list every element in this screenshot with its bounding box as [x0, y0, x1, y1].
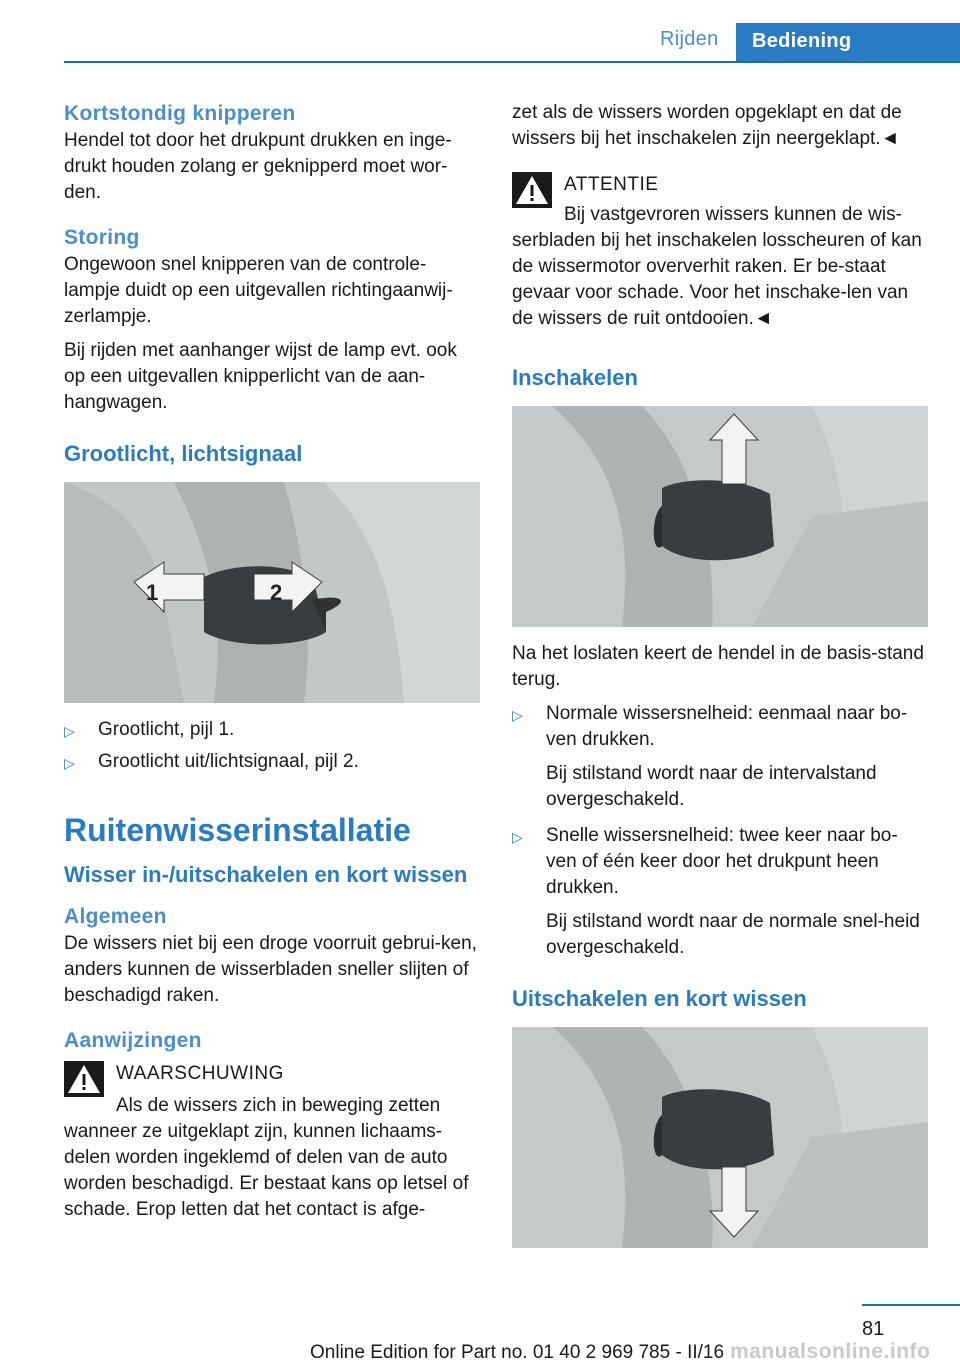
list-item: ▷ Snelle wissersnelheid: twee keer naar bo-ven of één keer door het drukpunt heen drukken. Bij stilstand wordt naar de normale snel-heid overgeschakeld. — [512, 825, 920, 958]
warning-continuation: zet als de wissers worden opgeklapt en dat de wissers bij het inschakelen zijn neergeklapt.◄ — [512, 102, 902, 149]
list-item: ▷ Normale wissersnelheid: eenmaal naar bo-ven drukken. Bij stilstand wordt naar de intervalstand overgeschakeld. — [512, 703, 908, 810]
triangle-bullet-icon: ▷ — [64, 723, 75, 739]
storing-text-1: Ongewoon snel knipperen van de controle-lampje duidt op een uitgevallen richtingaanwij-zerlampje. — [64, 254, 453, 327]
uitschakelen-image — [512, 1027, 928, 1248]
page-footer — [0, 1304, 960, 1362]
storing-text-2: Bij rijden met aanhanger wijst de lamp evt. ook op een uitgevallen knipperlicht van de aan-hangwagen. — [64, 340, 457, 413]
warning-text-first: Als de wissers zich in beweging zetten — [116, 1095, 441, 1116]
watermark: manualsonline.info — [730, 1340, 931, 1362]
inschakelen-image — [512, 406, 928, 627]
left-column — [64, 100, 480, 1223]
attention-text: serbladen bij het inschakelen losscheuren of kan de wissermotor oververhit raken. Er be-staat gevaar voor schade. Voor het inschake-len van de wissers de ruit ontdooien.◄ — [512, 230, 922, 329]
triangle-bullet-icon: ▷ — [64, 755, 75, 771]
heading-storing: Storing — [64, 226, 140, 249]
page-header — [0, 0, 960, 62]
arrow-label-1: 1 — [146, 580, 159, 605]
triangle-bullet-icon: ▷ — [512, 707, 523, 723]
section-tab: Rijden — [660, 28, 719, 50]
triangle-bullet-icon: ▷ — [512, 829, 523, 845]
warning-block — [64, 1061, 480, 1223]
heading-aanwijzingen: Aanwijzingen — [64, 1029, 202, 1052]
algemeen-text: De wissers niet bij een droge voorruit gebrui-ken, anders kunnen de wisserbladen sneller slijten of beschadigd raken. — [64, 933, 477, 1006]
chapter-tab: Bediening — [736, 23, 960, 62]
right-column — [512, 100, 928, 1248]
list-item: ▷ Grootlicht, pijl 1. — [64, 717, 480, 743]
heading-uitschakelen: Uitschakelen en kort wissen — [512, 986, 807, 1011]
heading-algemeen: Algemeen — [64, 905, 167, 928]
attention-triangle-icon — [512, 172, 552, 208]
grootlicht-image — [64, 482, 480, 703]
inschakelen-list — [512, 701, 928, 961]
grootlicht-list — [64, 717, 480, 775]
heading-ruitenwisser: Ruitenwisserinstallatie — [64, 812, 411, 848]
page-number: 81 — [862, 1318, 885, 1340]
warning-triangle-icon — [64, 1061, 104, 1097]
warning-keyword: WAARSCHUWING — [116, 1063, 284, 1084]
footer-rule — [862, 1304, 960, 1306]
inschakelen-text: Na het loslaten keert de hendel in de basis-stand terug. — [512, 643, 924, 690]
attention-block — [512, 172, 928, 332]
warning-text: wanneer ze uitgeklapt zijn, kunnen lichaams-delen worden ingeklemd of delen van de auto worden beschadigd. Er bestaat kans op letsel of schade. Erop letten dat het contact is afge- — [64, 1121, 469, 1220]
list-item: ▷ Grootlicht uit/lichtsignaal, pijl 2. — [64, 749, 480, 775]
heading-grootlicht: Grootlicht, lichtsignaal — [64, 441, 303, 466]
attention-text-first: Bij vastgevroren wissers kunnen de wis- — [564, 204, 902, 225]
arrow-label-2: 2 — [270, 580, 283, 605]
heading-kortstondig: Kortstondig knipperen — [64, 102, 296, 125]
kortstondig-text: Hendel tot door het drukpunt drukken en inge-drukt houden zolang er geknipperd moet wor-den. — [64, 130, 452, 203]
attention-keyword: ATTENTIE — [564, 174, 659, 195]
edition-text: Online Edition for Part no. 01 40 2 969 785 - II/16 — [310, 1342, 725, 1362]
header-rule — [64, 61, 960, 63]
heading-wisser-schakelen: Wisser in-/uitschakelen en kort wissen — [64, 862, 468, 887]
heading-inschakelen: Inschakelen — [512, 365, 638, 390]
